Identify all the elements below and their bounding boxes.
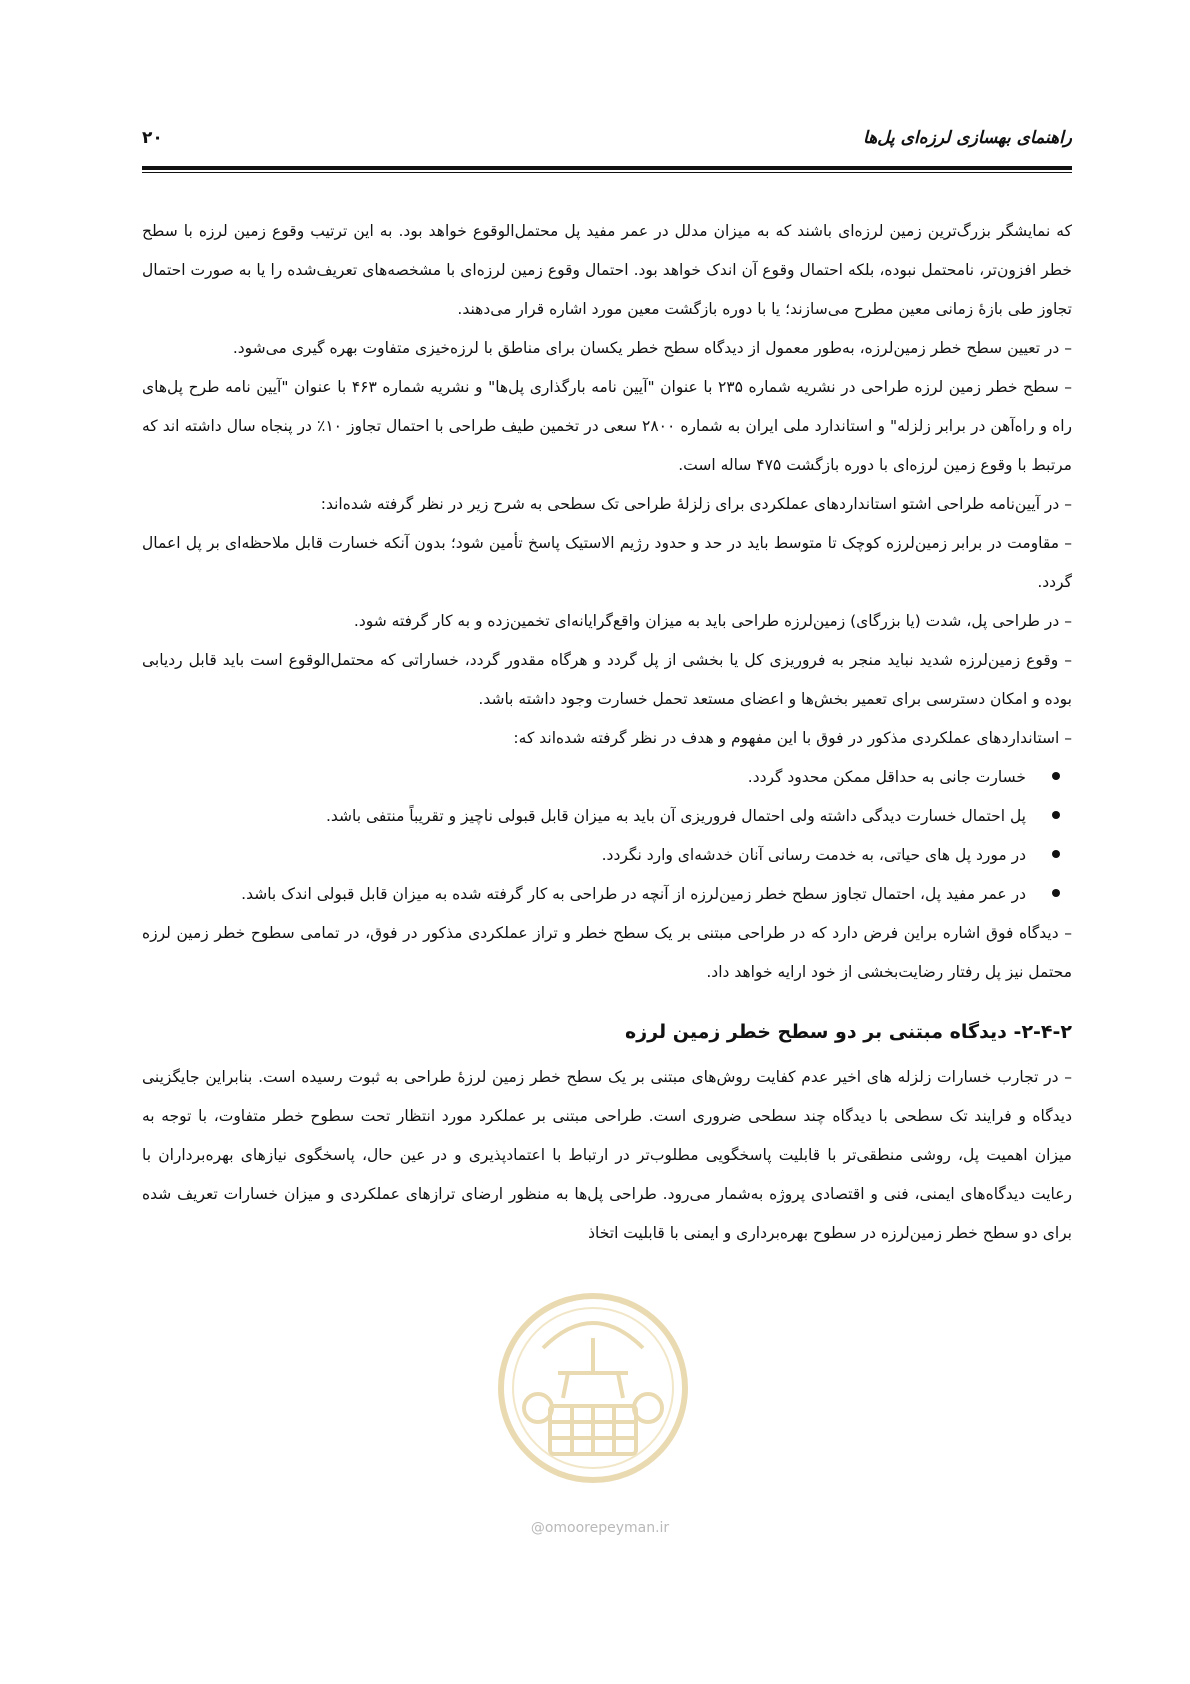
bullet-item — [142, 758, 1072, 797]
paragraph: که نمایشگر بزرگ‌ترین زمین لرزه‌ای باشند که به میزان مدلل در عمر مفید پل محتمل‌الوقوع خواهد بود. به این ترتیب وقوع زمین لرزه با سطح خطر افزون‌تر، نامحتمل نبوده، بلکه احتمال وقوع آن اندک خواهد بود. احتمال وقوع زمین لرزه‌ای با مشخصه‌های تعریف‌شده را یا به صورت احتمال تجاوز طی بازهٔ زمانی معین مطرح می‌سازند؛ یا با دوره بازگشت معین مورد اشاره قرار می‌دهند. — [142, 222, 1072, 318]
body-text — [142, 212, 1072, 1253]
running-title: راهنمای بهسازی لرزه‌ای پل‌ها — [863, 128, 1072, 148]
page-number: ۲۰ — [142, 128, 163, 148]
header-rule — [142, 166, 1072, 170]
paragraph: – استانداردهای عملکردی مذکور در فوق با این مفهوم و هدف در نظر گرفته شده‌اند که: — [513, 729, 1072, 747]
bullet-item — [142, 836, 1072, 875]
bullet-text: در مورد پل های حیاتی، به خدمت رسانی آنان خدشه‌ای وارد نگردد. — [601, 846, 1026, 864]
paragraph: – در طراحی پل، شدت (یا بزرگای) زمین‌لرزه طراحی باید به میزان واقع‌گرایانه‌ای تخمین‌زده و به کار گرفته شود. — [353, 612, 1072, 630]
bullet-icon — [1052, 772, 1060, 780]
bullet-text: خسارت جانی به حداقل ممکن محدود گردد. — [747, 768, 1026, 786]
bullet-icon — [1052, 850, 1060, 858]
section-heading: ۲-۴-۲- دیدگاه مبتنی بر دو سطح خطر زمین لرزه — [625, 1021, 1072, 1043]
header-rule-thin — [142, 172, 1072, 173]
paragraph: – سطح خطر زمین لرزه طراحی در نشریه شماره ۲۳۵ با عنوان "آیین نامه بارگذاری پل‌ها" و نشریه شماره ۴۶۳ با عنوان "آیین نامه طرح پل‌های راه و راه‌آهن در برابر زلزله" و استاندارد ملی ایران به شماره ۲۸۰۰ سعی در تخمین طیف طراحی با احتمال تجاوز ۱۰٪ در پنجاه سال داشته اند که مرتبط با وقوع زمین لرزه‌ای با دوره بازگشت ۴۷۵ ساله است. — [142, 378, 1073, 474]
watermark-site-text: @omoorepeyman.ir — [530, 1520, 670, 1536]
publisher-seal-icon — [488, 1278, 698, 1498]
bullet-text: در عمر مفید پل، احتمال تجاوز سطح خطر زمین‌لرزه از آنچه در طراحی به کار گرفته شده به میزان قابل قبولی اندک باشد. — [241, 885, 1026, 903]
bullet-item — [142, 875, 1072, 914]
bullet-icon — [1052, 889, 1060, 897]
paragraph: – در تعیین سطح خطر زمین‌لرزه، به‌طور معمول از دیدگاه سطح خطر یکسان برای مناطق با لرزه‌خیزی متفاوت بهره گیری می‌شود. — [232, 339, 1072, 357]
bullet-icon — [1052, 811, 1060, 819]
page-header — [142, 128, 1072, 172]
section-paragraph: – در تجارب خسارات زلزله های اخیر عدم کفایت روش‌های مبتنی بر یک سطح خطر زمین لرزهٔ طراحی به ثبوت رسیده است. بنابراین جایگزینی دیدگاه و فرایند تک سطحی با دیدگاه چند سطحی ضروری است. طراحی مبتنی بر عملکرد مورد انتظار تحت سطوح خطر متفاوت، با توجه به میزان اهمیت پل، روشی منطقی‌تر با قابلیت پاسخگویی مطلوب‌تر در ارتباط با اعتمادپذیری و در عین حال، پاسخگوی نیازهای بهره‌برداران با رعایت دیدگاه‌های ایمنی، فنی و اقتصادی پروژه به‌شمار می‌رود. طراحی پل‌ها به منظور ارضای ترازهای عملکردی و میزان خسارات تعریف شده برای دو سطح خطر زمین‌لرزه در سطوح بهره‌برداری و ایمنی با قابلیت اتخاذ — [142, 1068, 1072, 1242]
closing-paragraph: – دیدگاه فوق اشاره براین فرض دارد که در طراحی مبتنی بر یک سطح خطر و تراز عملکردی مذکور در فوق، در تمامی سطوح خطر زمین لرزه محتمل نیز پل رفتار رضایت‌بخشی از خود ارایه خواهد داد. — [142, 924, 1072, 981]
bullet-item — [142, 797, 1072, 836]
bullet-text: پل احتمال خسارت دیدگی داشته ولی احتمال فروریزی آن باید به میزان قابل قبولی ناچیز و تقریباً منتفی باشد. — [325, 807, 1026, 825]
paragraph: – مقاومت در برابر زمین‌لرزه کوچک تا متوسط باید در حد و حدود رژیم الاستیک پاسخ تأمین شود؛ بدون آنکه خسارت قابل ملاحظه‌ای بر پل اعمال گردد. — [142, 534, 1072, 591]
paragraph: – در آیین‌نامه طراحی اشتو استانداردهای عملکردی برای زلزلهٔ طراحی تک سطحی به شرح زیر در نظر گرفته شده‌اند: — [320, 495, 1072, 513]
paragraph: – وقوع زمین‌لرزه شدید نباید منجر به فروریزی کل یا بخشی از پل گردد و هرگاه مقدور گردد، خساراتی که محتمل‌الوقوع است باید قابل ردیابی بوده و امکان دسترسی برای تعمیر بخش‌ها و اعضای مستعد تحمل خسارت وجود داشته باشد. — [142, 651, 1072, 708]
bullet-list — [142, 758, 1072, 914]
